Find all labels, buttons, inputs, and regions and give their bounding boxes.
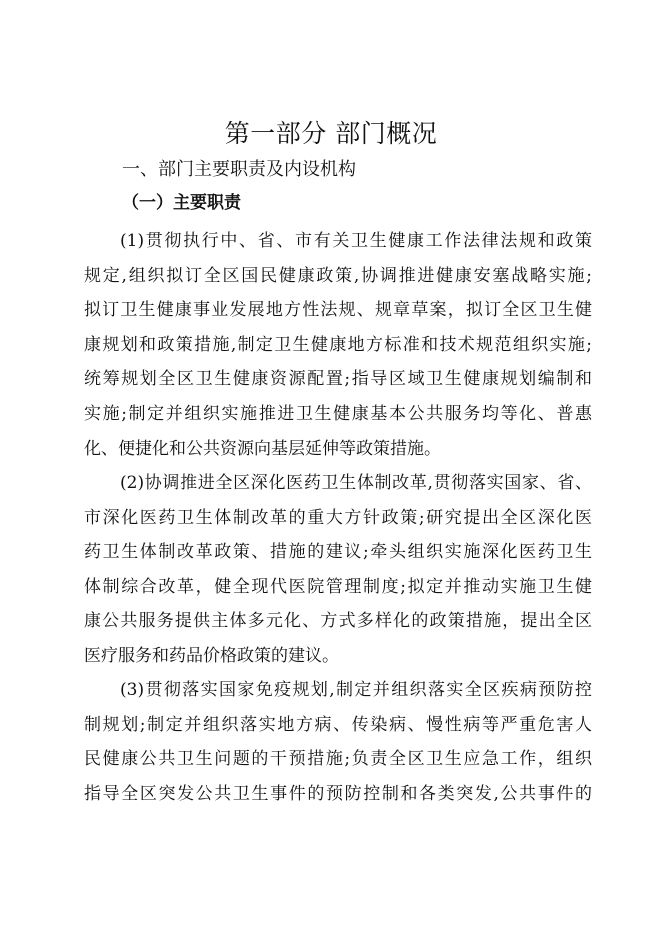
- paragraph-line: 化、便捷化和公共资源向基层延伸等政策措施。: [84, 438, 441, 459]
- paragraph-line: 医疗服务和药品价格政策的建议。: [84, 645, 339, 666]
- paragraph-line: 指导全区突发公共卫生事件的预防控制和各类突发,公共事件的: [84, 783, 592, 804]
- paragraph-line: 市深化医药卫生体制改革的重大方针政策;研究提出全区深化医: [84, 507, 592, 528]
- paragraph-line: 药卫生体制改革政策、措施的建议;牵头组织实施深化医药卫生: [84, 542, 592, 563]
- subsection-heading: （一）主要职责: [122, 193, 241, 213]
- paragraph-line: 制规划;制定并组织落实地方病、传染病、慢性病等严重危害人: [84, 714, 592, 735]
- paragraph-duty-2: [84, 466, 592, 674]
- section-heading: 一、部门主要职责及内设机构: [122, 159, 356, 180]
- paragraph-line: 实施;制定并组织实施推进卫生健康基本公共服务均等化、普惠: [84, 403, 592, 424]
- paragraph-line: (3)贯彻落实国家免疫规划,制定并组织落实全区疾病预防控: [120, 680, 592, 700]
- paragraph-line: (2)协调推进全区深化医药卫生体制改革,贯彻落实国家、省、: [120, 473, 592, 493]
- paragraph-line: 体制综合改革，健全现代医院管理制度;拟定并推动实施卫生健: [84, 576, 592, 597]
- paragraph-line: 民健康公共卫生问题的干预措施;负责全区卫生应急工作，组织: [84, 749, 592, 770]
- paragraph-duty-3: [84, 673, 592, 811]
- paragraph-line: (1)贯彻执行中、省、市有关卫生健康工作法律法规和政策: [120, 231, 592, 251]
- paragraph-line: 统筹规划全区卫生健康资源配置;指导区域卫生健康规划编制和: [84, 369, 592, 390]
- paragraph-duty-1: [84, 224, 592, 466]
- paragraph-line: 拟订卫生健康事业发展地方性法规、规章草案，拟订全区卫生健: [84, 300, 592, 321]
- paragraph-line: 康规划和政策措施,制定卫生健康地方标准和技术规范组织实施;: [84, 334, 592, 355]
- page-title: 第一部分 部门概况: [224, 119, 438, 148]
- paragraph-line: 规定,组织拟订全区国民健康政策,协调推进健康安塞战略实施;: [84, 265, 592, 286]
- paragraph-line: 康公共服务提供主体多元化、方式多样化的政策措施，提出全区: [84, 611, 592, 632]
